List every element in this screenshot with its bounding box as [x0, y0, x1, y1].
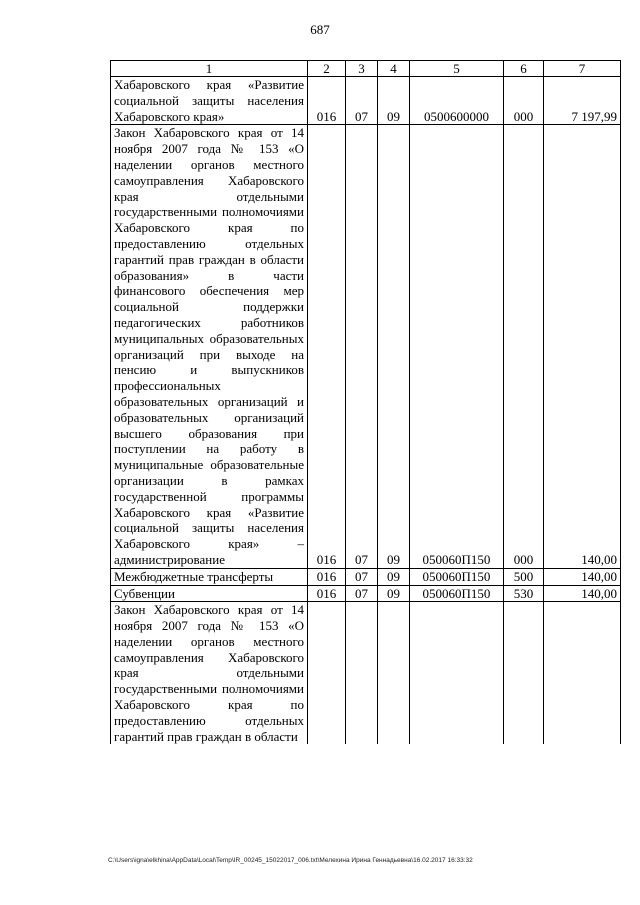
row-cell-c5: 050060П150 — [410, 125, 504, 568]
row-cell-c7 — [544, 602, 621, 745]
row-cell-c4: 09 — [378, 125, 410, 568]
row-cell-c3: 07 — [346, 568, 378, 585]
row-cell-c3: 07 — [346, 77, 378, 125]
table-row — [111, 585, 621, 602]
row-cell-c5: 050060П150 — [410, 585, 504, 602]
header-cell-4: 4 — [378, 61, 410, 77]
header-cell-1: 1 — [111, 61, 308, 77]
file-path-footer: C:\Users\igna\elkhina\AppData\Local\Temp\IR_00245_15022017_006.txt\Мелехина Ирина Геннадьевна\16.02.2017 16:33:32 — [108, 857, 473, 864]
header-cell-3: 3 — [346, 61, 378, 77]
row-name-cell: Хабаровского края «Развитие социальной защиты населения Хабаровского края» — [111, 77, 308, 125]
row-cell-c6: 530 — [504, 585, 544, 602]
row-cell-c3: 07 — [346, 125, 378, 568]
row-cell-c6: 000 — [504, 77, 544, 125]
row-cell-c6: 000 — [504, 125, 544, 568]
row-name-cell: Закон Хабаровского края от 14 ноября 2007 года № 153 «О наделении органов местного самоуправления Хабаровского края отдельными государственными полномочиями Хабаровского края по предоставлению отдельных гарантий прав граждан в области образования» в части финансового обеспечения мер социальной поддержки педагогических работников муниципальных образовательных организаций при выходе на пенсию и выпускников профессиональных образовательных организаций и образовательных организаций высшего образования при поступлении на работу в муниципальные образовательные организации в рамках государственной программы Хабаровского края «Развитие социальной защиты населения Хабаровского края» – администрирование — [111, 125, 308, 568]
row-cell-c5 — [410, 602, 504, 745]
row-cell-c3 — [346, 602, 378, 745]
header-cell-6: 6 — [504, 61, 544, 77]
row-cell-c2: 016 — [308, 568, 346, 585]
row-name-cell: Межбюджетные трансферты — [111, 568, 308, 585]
row-cell-c4 — [378, 602, 410, 745]
row-name-cell: Закон Хабаровского края от 14 ноября 2007 года № 153 «О наделении органов местного самоуправления Хабаровского края отдельными государственными полномочиями Хабаровского края по предоставлению отдельных гарантий прав граждан в области — [111, 602, 308, 745]
header-cell-5: 5 — [410, 61, 504, 77]
row-cell-c6: 500 — [504, 568, 544, 585]
header-cell-7: 7 — [544, 61, 621, 77]
row-cell-c4: 09 — [378, 585, 410, 602]
row-cell-c5: 050060П150 — [410, 568, 504, 585]
table-row — [111, 125, 621, 568]
table-header-row — [111, 61, 621, 77]
row-cell-c7: 140,00 — [544, 125, 621, 568]
row-name-cell: Субвенции — [111, 585, 308, 602]
budget-table — [110, 60, 621, 744]
table-row — [111, 602, 621, 745]
row-cell-c4: 09 — [378, 77, 410, 125]
row-cell-c7: 140,00 — [544, 568, 621, 585]
row-cell-c2: 016 — [308, 585, 346, 602]
row-cell-c7: 7 197,99 — [544, 77, 621, 125]
row-cell-c3: 07 — [346, 585, 378, 602]
row-cell-c5: 0500600000 — [410, 77, 504, 125]
row-cell-c4: 09 — [378, 568, 410, 585]
page-number: 687 — [310, 22, 330, 37]
header-cell-2: 2 — [308, 61, 346, 77]
row-cell-c2: 016 — [308, 125, 346, 568]
row-cell-c2: 016 — [308, 77, 346, 125]
row-cell-c7: 140,00 — [544, 585, 621, 602]
table-row — [111, 77, 621, 125]
row-cell-c2 — [308, 602, 346, 745]
row-cell-c6 — [504, 602, 544, 745]
table-row — [111, 568, 621, 585]
